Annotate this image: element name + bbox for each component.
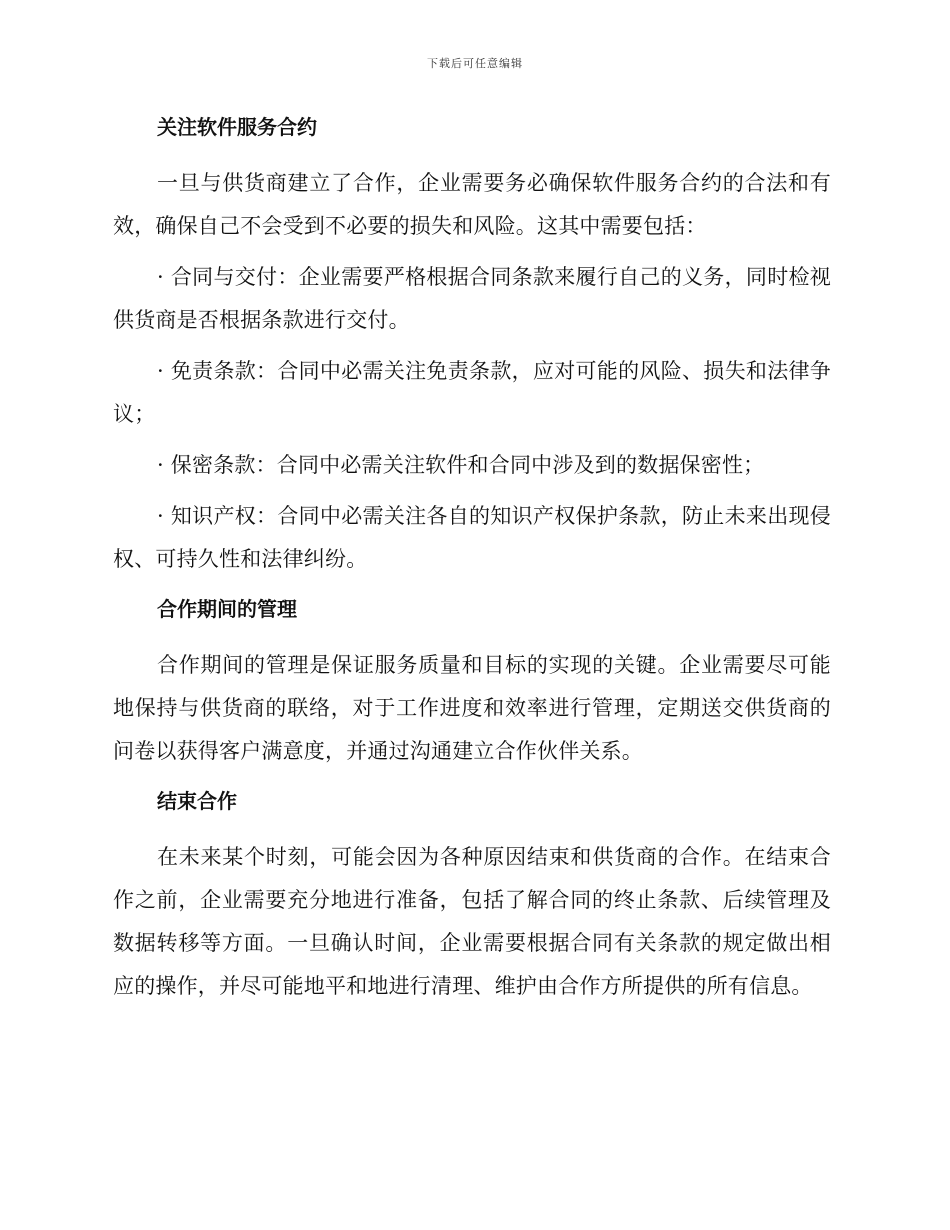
document-body: [113, 112, 831, 1008]
paragraph: 在未来某个时刻，可能会因为各种原因结束和供货商的合作。在结束合作之前，企业需要充分地进行准备，包括了解合同的终止条款、后续管理及数据转移等方面。一旦确认时间，企业需要根据合同有关条款的规定做出相应的操作，并尽可能地平和地进行清理、维护由合作方所提供的所有信息。: [113, 845, 831, 998]
paragraph: 合作期间的管理是保证服务质量和目标的实现的关键。企业需要尽可能地保持与供货商的联络，对于工作进度和效率进行管理，定期送交供货商的问卷以获得客户满意度，并通过沟通建立合作伙伴关系。: [113, 653, 831, 763]
section-heading: 合作期间的管理: [157, 597, 297, 621]
paragraph: 一旦与供货商建立了合作，企业需要务必确保软件服务合约的合法和有效，确保自己不会受到不必要的损失和风险。这其中需要包括：: [113, 171, 831, 238]
bullet-paragraph: · 合同与交付：企业需要严格根据合同条款来履行自己的义务，同时检视供货商是否根据条款进行交付。: [113, 265, 831, 332]
bullet-paragraph: · 保密条款：合同中必需关注软件和合同中涉及到的数据保密性；: [157, 453, 765, 477]
bullet-paragraph: · 知识产权：合同中必需关注各自的知识产权保护条款，防止未来出现侵权、可持久性和法律纠纷。: [113, 504, 831, 571]
section-heading: 关注软件服务合约: [157, 115, 317, 139]
running-header: 下载后可任意编辑: [427, 57, 523, 70]
section-heading: 结束合作: [157, 789, 237, 813]
bullet-paragraph: · 免责条款：合同中必需关注免责条款，应对可能的风险、损失和法律争议；: [113, 359, 831, 426]
